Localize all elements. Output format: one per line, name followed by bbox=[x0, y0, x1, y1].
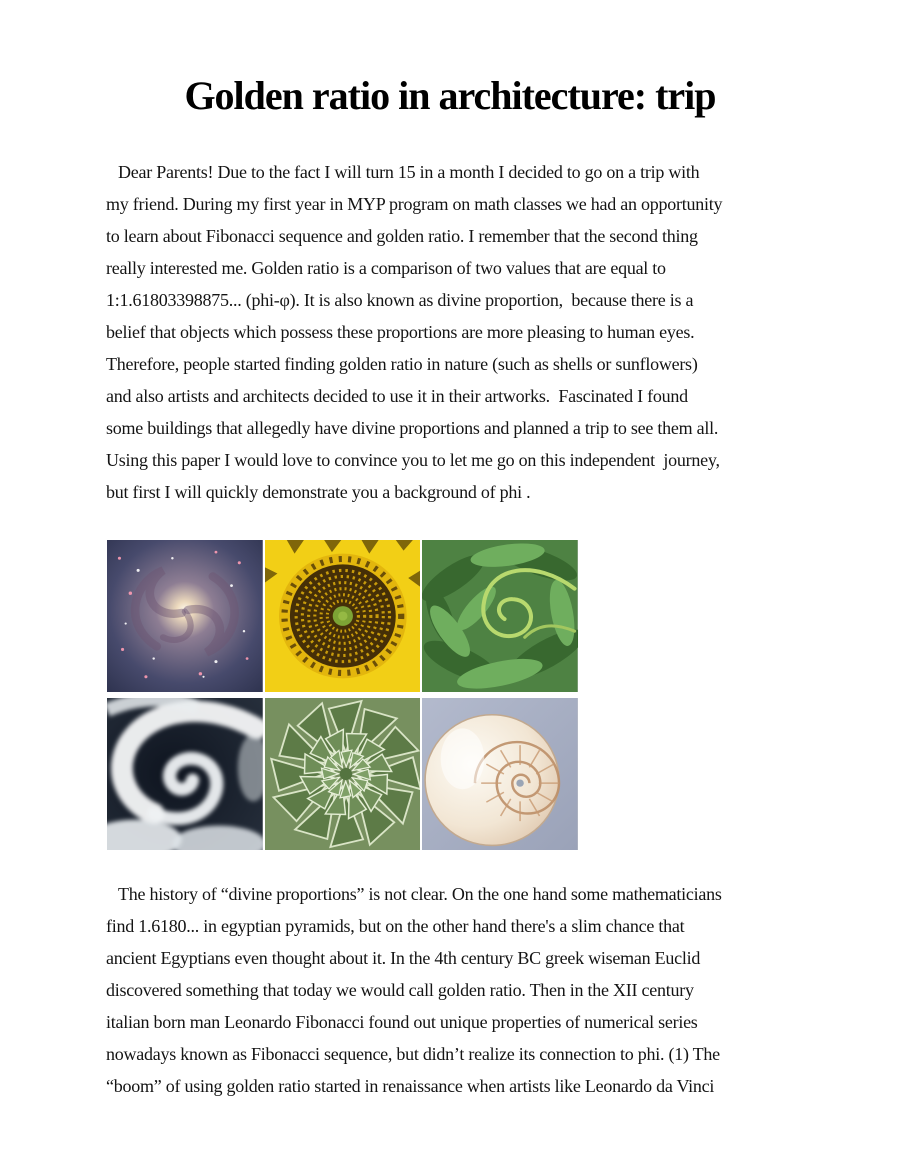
text-line: and also artists and architects decided to use it in their artworks. Fascinated I found bbox=[106, 386, 688, 406]
text-line: really interested me. Golden ratio is a comparison of two values that are equal to bbox=[106, 258, 666, 278]
hurricane-icon bbox=[107, 698, 263, 850]
nautilus-shell-icon bbox=[422, 698, 578, 850]
spiral-galaxy-image bbox=[107, 540, 263, 692]
text-line: my friend. During my first year in MYP program on math classes we had an opportunity bbox=[106, 194, 723, 214]
fern-tendril-image bbox=[422, 540, 578, 692]
sunflower-icon bbox=[265, 540, 421, 692]
spiral-galaxy-icon bbox=[107, 540, 263, 692]
spiral-aloe-icon bbox=[265, 698, 421, 850]
text-line: nowadays known as Fibonacci sequence, but didn’t realize its connection to phi. (1) The bbox=[106, 1044, 720, 1064]
paragraph-1 bbox=[106, 156, 794, 508]
text-line: belief that objects which possess these proportions are more pleasing to human eyes. bbox=[106, 322, 695, 342]
text-line: “boom” of using golden ratio started in renaissance when artists like Leonardo da Vinci bbox=[106, 1076, 715, 1096]
text-line: to learn about Fibonacci sequence and golden ratio. I remember that the second thing bbox=[106, 226, 698, 246]
text-line: find 1.6180... in egyptian pyramids, but on the other hand there's a slim chance that bbox=[106, 916, 685, 936]
nautilus-shell-image bbox=[422, 698, 578, 850]
hurricane-image bbox=[107, 698, 263, 850]
text-line: some buildings that allegedly have divine proportions and planned a trip to see them all. bbox=[106, 418, 719, 438]
paragraph-2 bbox=[106, 878, 794, 1102]
text-line: Dear Parents! Due to the fact I will turn 15 in a month I decided to go on a trip with bbox=[118, 162, 700, 182]
text-line: Using this paper I would love to convince you to let me go on this independent journey, bbox=[106, 450, 720, 470]
text-line: ancient Egyptians even thought about it. In the 4th century BC greek wiseman Euclid bbox=[106, 948, 701, 968]
text-line: 1:1.61803398875... (phi-φ). It is also known as divine proportion, because there is a bbox=[106, 290, 694, 310]
text-line: The history of “divine proportions” is not clear. On the one hand some mathematicians bbox=[118, 884, 722, 904]
text-line: discovered something that today we would call golden ratio. Then in the XII century bbox=[106, 980, 694, 1000]
figure-grid bbox=[107, 540, 578, 850]
spiral-aloe-image bbox=[265, 698, 421, 850]
text-line: italian born man Leonardo Fibonacci found out unique properties of numerical series bbox=[106, 1012, 698, 1032]
text-line: but first I will quickly demonstrate you a background of phi . bbox=[106, 482, 531, 502]
sunflower-image bbox=[265, 540, 421, 692]
text-line: Therefore, people started finding golden ratio in nature (such as shells or sunflowers) bbox=[106, 354, 698, 374]
fern-tendril-icon bbox=[422, 540, 578, 692]
page-title: Golden ratio in architecture: trip bbox=[184, 73, 716, 118]
